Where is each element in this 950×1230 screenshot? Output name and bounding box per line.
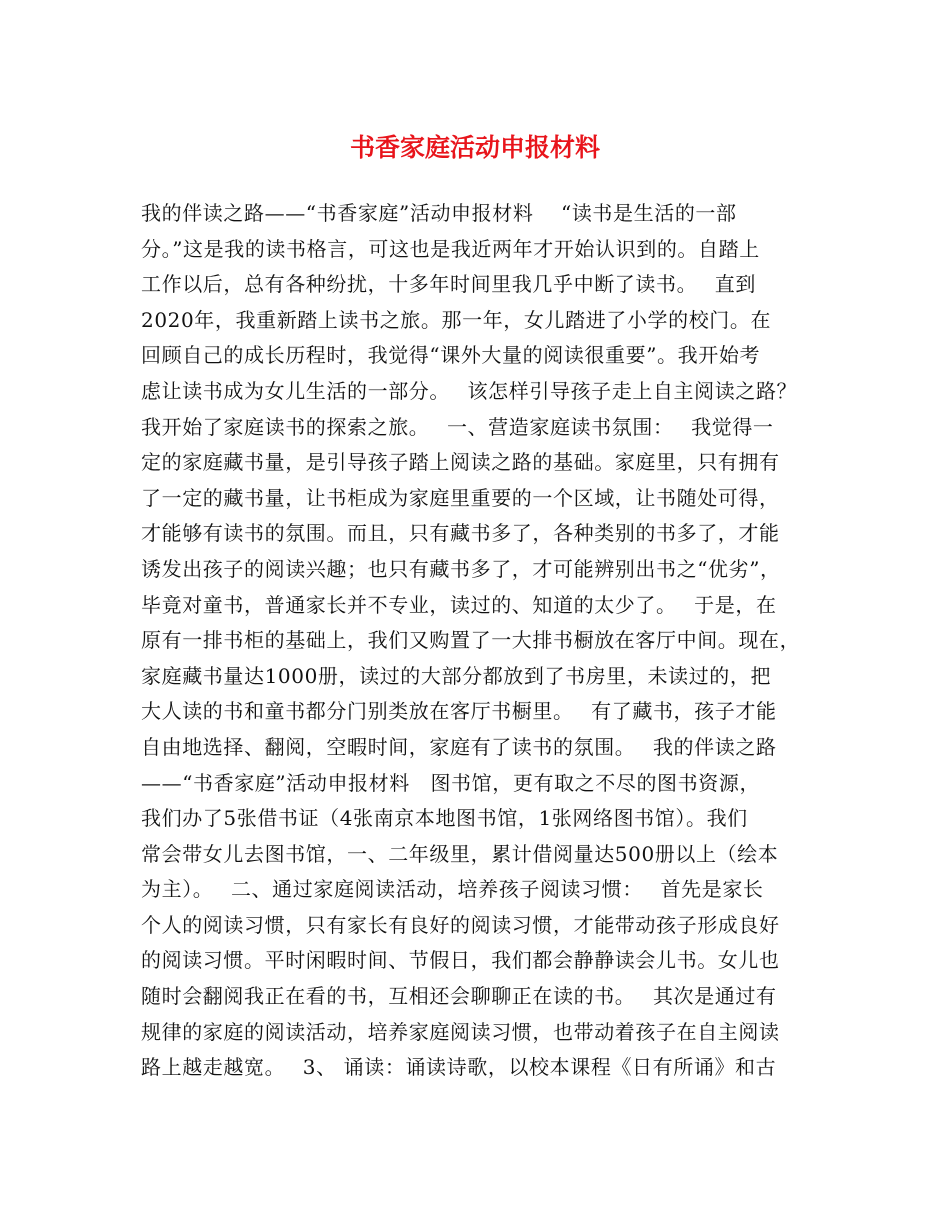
text-line: 随时会翻阅我正在看的书，互相还会聊聊正在读的书。 其次是通过有	[141, 984, 777, 1009]
text-line: 2020年，我重新踏上读书之旅。那一年，女儿踏进了小学的校门。在	[141, 307, 772, 332]
text-line: 毕竟对童书，普通家长并不专业，读过的、知道的太少了。 于是，在	[141, 592, 777, 617]
text-line: 个人的阅读习惯，只有家长有良好的阅读习惯，才能带动孩子形成良好	[141, 912, 780, 937]
text-line: 的阅读习惯。平时闲暇时间、节假日，我们都会静静读会儿书。女儿也	[141, 948, 780, 973]
text-line: 自由地选择、翻阅，空暇时间，家庭有了读书的氛围。 我的伴读之路	[141, 734, 777, 759]
text-line: 原有一排书柜的基础上，我们又购置了一大排书橱放在客厅中间。现在，	[141, 628, 801, 653]
text-line: 我开始了家庭读书的探索之旅。 一、营造家庭读书氛围： 我觉得一	[141, 414, 774, 439]
text-line: 路上越走越宽。 3、 诵读：诵读诗歌，以校本课程《日有所诵》和古	[141, 1055, 777, 1080]
text-line: 才能够有读书的氛围。而且，只有藏书多了，各种类别的书多了，才能	[141, 521, 780, 546]
text-line: 分。”这是我的读书格言，可这也是我近两年才开始认识到的。自踏上	[141, 236, 760, 261]
document-title: 书香家庭活动申报材料	[349, 133, 600, 162]
text-line: 诱发出孩子的阅读兴趣；也只有藏书多了，才可能辨别出书之“优劣”，	[141, 556, 781, 581]
text-line: 回顾自己的成长历程时，我觉得“课外大量的阅读很重要”。我开始考	[141, 343, 761, 368]
text-line: 家庭藏书量达1000册，读过的大部分都放到了书房里，未读过的，把	[141, 663, 772, 688]
text-line: 虑让读书成为女儿生活的一部分。 该怎样引导孩子走上自主阅读之路？	[141, 378, 798, 403]
text-line: 规律的家庭的阅读活动，培养家庭阅读习惯，也带动着孩子在自主阅读	[141, 1019, 780, 1044]
text-line: 我的伴读之路——“书香家庭”活动申报材料 “读书是生活的一部	[141, 201, 737, 225]
body-text	[141, 196, 831, 1086]
text-line: 工作以后，总有各种纷扰，十多年时间里我几乎中断了读书。 直到	[141, 272, 756, 297]
text-line: 定的家庭藏书量，是引导孩子踏上阅读之路的基础。家庭里，只有拥有	[141, 450, 780, 475]
text-line: ——“书香家庭”活动申报材料 图书馆，更有取之不尽的图书资源，	[141, 770, 761, 795]
text-line: 了一定的藏书量，让书柜成为家庭里重要的一个区域，让书随处可得，	[141, 485, 780, 510]
text-line: 我们办了5张借书证（4张南京本地图书馆，1张网络图书馆）。我们	[141, 806, 748, 831]
text-line: 大人读的书和童书都分门别类放在客厅书橱里。 有了藏书，孩子才能	[141, 699, 777, 724]
text-line: 为主）。 二、通过家庭阅读活动，培养孩子阅读习惯： 首先是家长	[141, 877, 764, 902]
text-line: 常会带女儿去图书馆，一、二年级里，累计借阅量达500册以上（绘本	[141, 841, 779, 866]
